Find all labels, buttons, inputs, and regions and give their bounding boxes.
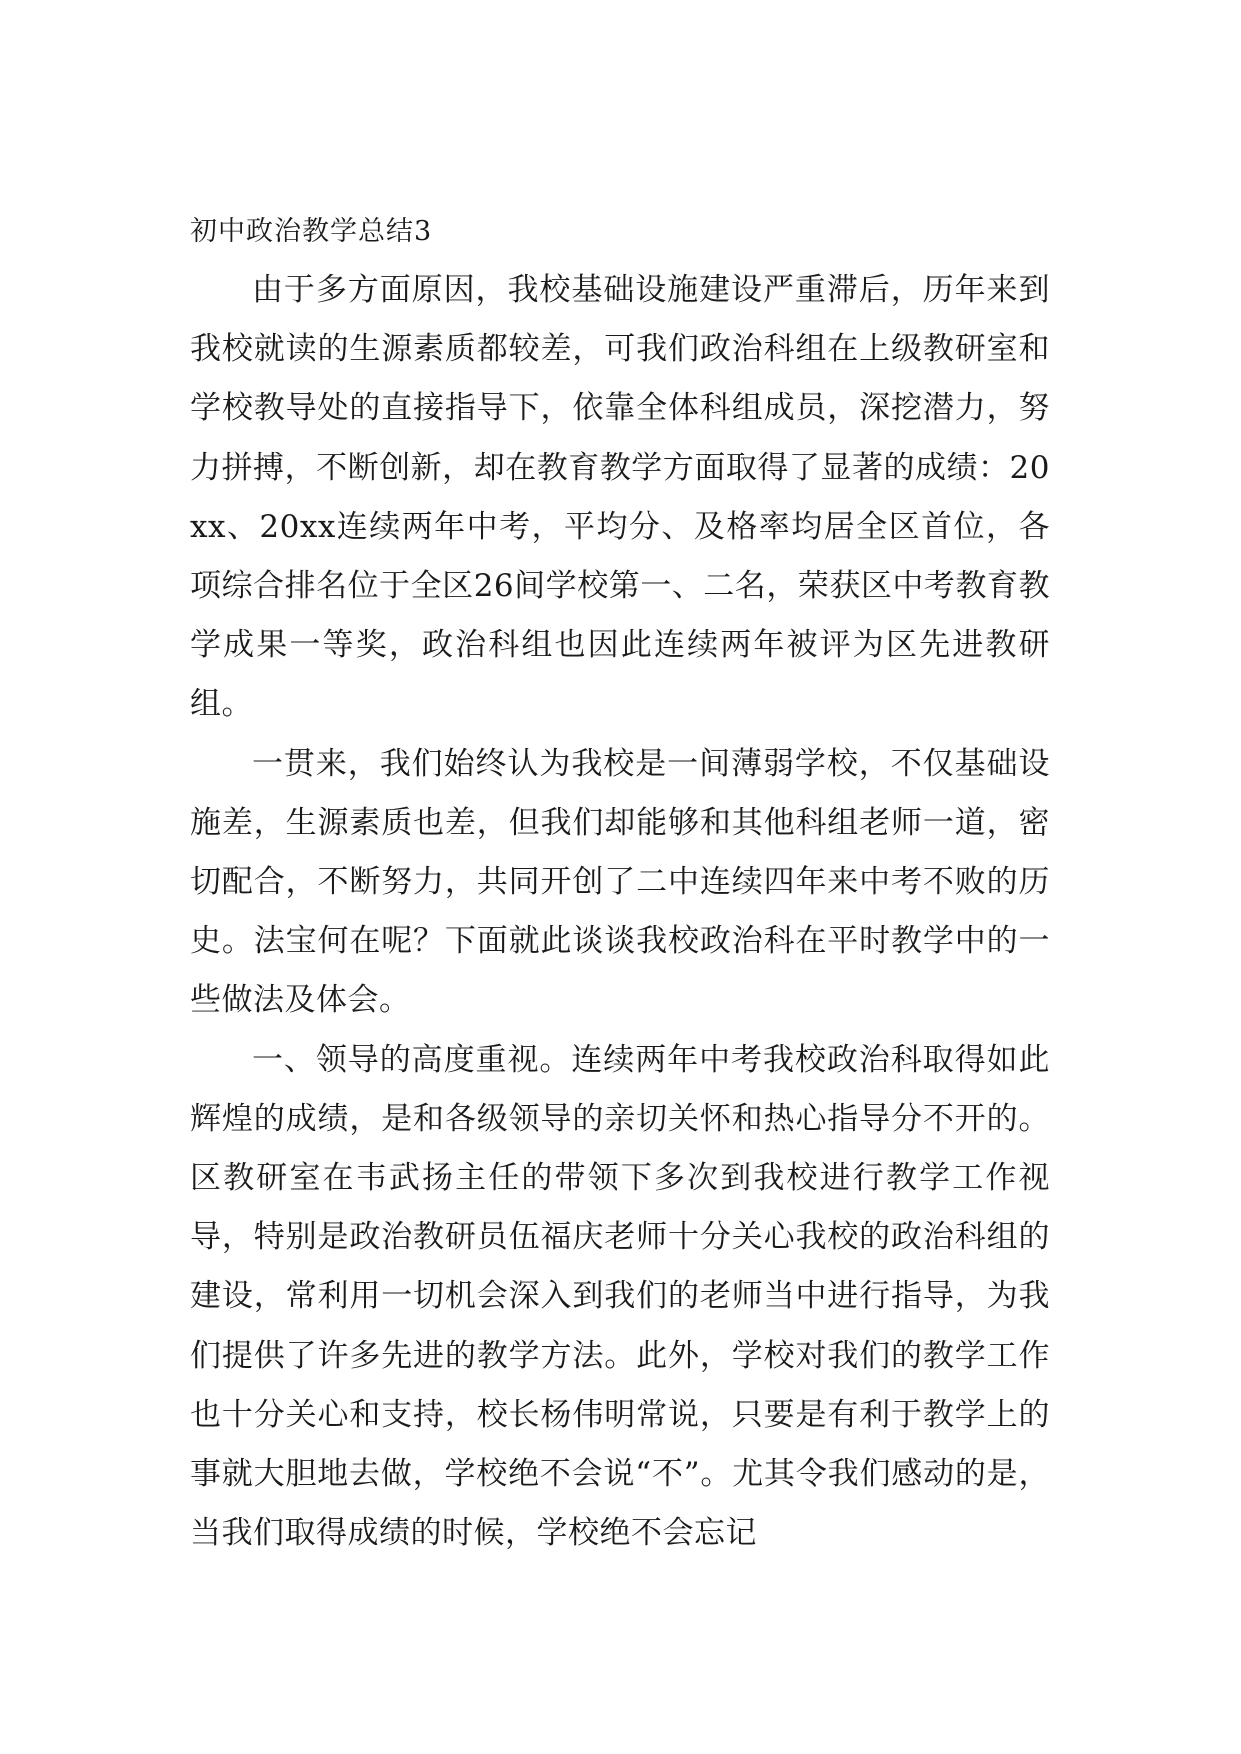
- paragraph-intro: 由于多方面原因，我校基础设施建设严重滞后，历年来到我校就读的生源素质都较差，可我们政治科组在上级教研室和学校教导处的直接指导下，依靠全体科组成员，深挖潜力，努力拼搏，不断创新，却在教育教学方面取得了显著的成绩：20xx、20xx连续两年中考，平均分、及格率均居全区首位，各项综合排名位于全区26间学校第一、二名，荣获区中考教育教学成果一等奖，政治科组也因此连续两年被评为区先进教研组。: [190, 272, 1050, 723]
- paragraph-background: 一贯来，我们始终认为我校是一间薄弱学校，不仅基础设施差，生源素质也差，但我们却能够和其他科组老师一道，密切配合，不断努力，共同开创了二中连续四年来中考不败的历史。法宝何在呢？下面就此谈谈我校政治科在平时教学中的一些做法及体会。: [190, 745, 1050, 1019]
- document-body: [190, 203, 1050, 1563]
- paragraph-leadership: 一、领导的高度重视。连续两年中考我校政治科取得如此辉煌的成绩，是和各级领导的亲切关怀和热心指导分不开的。区教研室在韦武扬主任的带领下多次到我校进行教学工作视导，特别是政治教研员伍福庆老师十分关心我校的政治科组的建设，常利用一切机会深入到我们的老师当中进行指导，为我们提供了许多先进的教学方法。此外，学校对我们的教学工作也十分关心和支持，校长杨伟明常说，只要是有利于教学上的事就大胆地去做，学校绝不会说“不”。尤其令我们感动的是，当我们取得成绩的时候，学校绝不会忘记: [190, 1041, 1050, 1552]
- document-title: 初中政治教学总结3: [190, 216, 433, 247]
